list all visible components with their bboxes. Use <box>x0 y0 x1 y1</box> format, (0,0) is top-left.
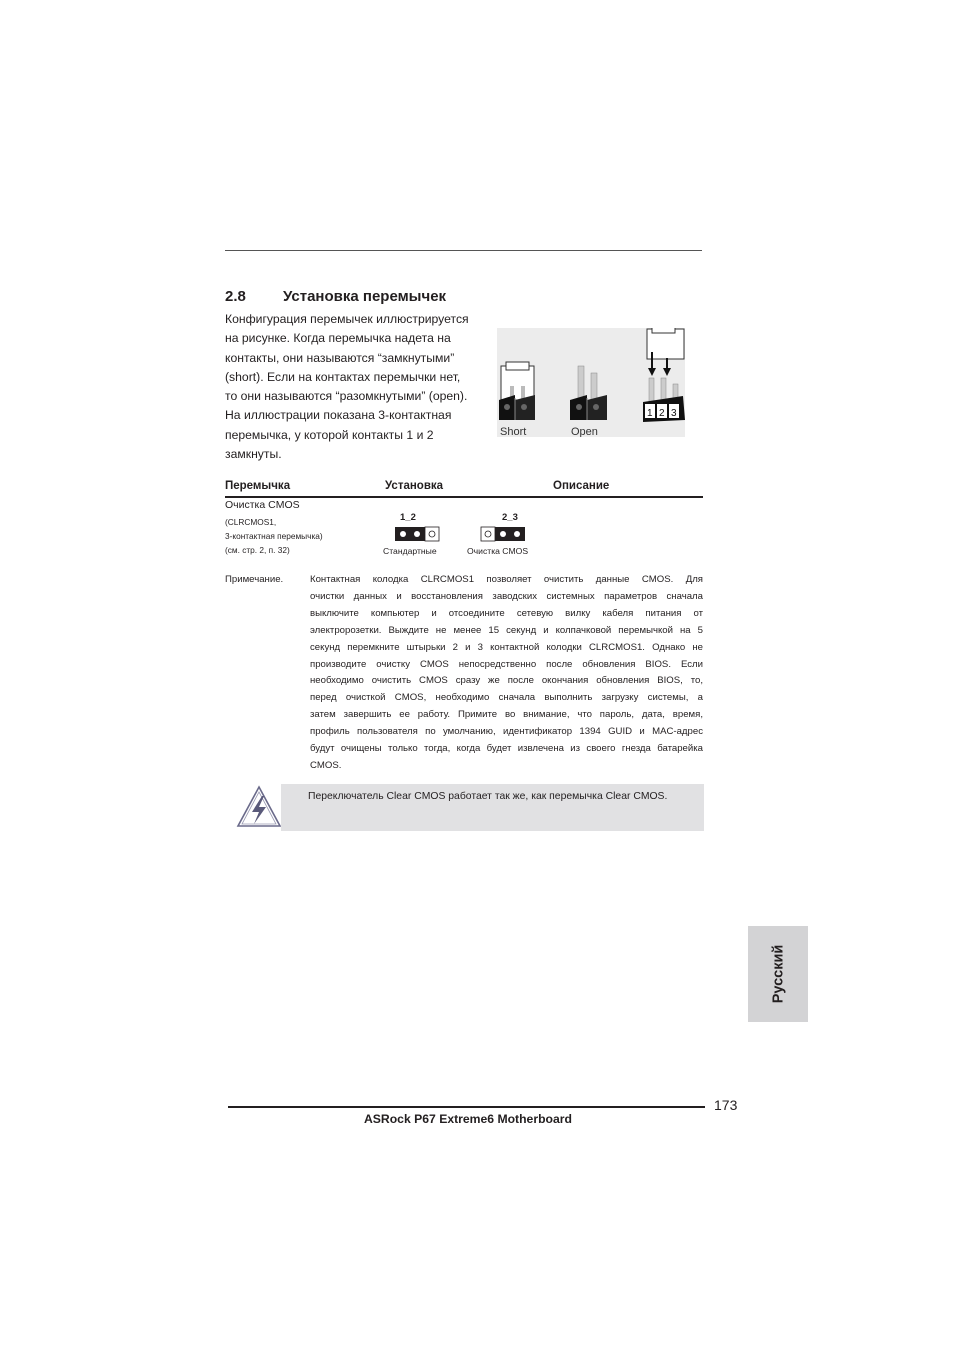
footer-product: ASRock P67 Extreme6 Motherboard <box>364 1112 572 1126</box>
intro-line: На иллюстрации показана 3-контактная <box>225 408 452 423</box>
intro-line: контакты, они называются “замкнутыми” <box>225 350 455 365</box>
jumper-pins-2-3-icon <box>480 526 526 542</box>
intro-line: замкнуты. <box>225 447 282 462</box>
setting-2-3-caption: Очистка CMOS <box>467 546 529 556</box>
note-line: секунд перемкните штырьки 2 и 3 контактной колодки CLRCMOS1. Однако не <box>310 641 703 653</box>
page-number: 173 <box>714 1097 738 1113</box>
note-line: производите очистку CMOS непосредственно после обновления BIOS. Если <box>310 658 703 670</box>
table-header-jumper: Перемычка <box>225 480 291 492</box>
intro-line: Конфигурация перемычек иллюстрируется <box>225 312 469 326</box>
jumper-detail: (CLRCMOS1, <box>225 517 277 527</box>
jumper-name: Очистка CMOS <box>225 499 300 511</box>
jumper-illustration-svg <box>497 328 685 437</box>
footer-rule <box>228 1106 705 1108</box>
open-label: Open <box>571 426 598 437</box>
short-label: Short <box>500 426 527 437</box>
note-line: затем завершить ее работу. Примите во внимание, что пароль, дата, время, <box>310 709 703 721</box>
jumper-detail: (см. стр. 2, п. 32) <box>225 545 290 555</box>
intro-line: (short). Если на контактах перемычки нет, <box>225 369 461 384</box>
short-jumper-icon <box>499 362 535 420</box>
intro-line: то они называются “разомкнутыми” (open). <box>225 389 468 404</box>
setting-1-2-caption: Стандартные <box>383 546 437 556</box>
table-header-rule <box>225 496 703 498</box>
setting-2-3-label: 2_3 <box>502 512 518 523</box>
section-title: Установка перемычек <box>283 288 447 305</box>
warning-lightning-icon <box>236 784 282 830</box>
table-header-description: Описание <box>553 480 610 492</box>
header-rule <box>225 250 702 251</box>
note-line: очистки данных и восстановления заводских системных параметров сначала <box>310 590 703 602</box>
note-line: Контактная колодка CLRCMOS1 позволяет очистить данные CMOS. Для <box>310 574 703 585</box>
jumper-pins-1-2-icon <box>394 526 440 542</box>
callout-text: Переключатель Clear CMOS работает так же, как перемычка Clear CMOS. <box>308 791 668 802</box>
note-line: профиль пользователя по умолчанию, идентификатор 1394 GUID и MAC-адрес <box>310 726 703 738</box>
intro-paragraph <box>225 310 490 464</box>
note-line: перед очисткой CMOS, необходимо сначала выполнить загрузку системы, а <box>310 692 703 704</box>
note-line: CMOS. <box>310 759 342 771</box>
setting-1-2-label: 1_2 <box>400 512 416 523</box>
intro-line: на рисунке. Когда перемычка надета на <box>225 331 451 346</box>
pin-number-2: 2 <box>659 408 665 419</box>
language-side-tab-label-wrap <box>748 926 808 1022</box>
section-number: 2.8 <box>225 288 246 305</box>
language-side-tab-label: Русский <box>770 944 786 1004</box>
note-body <box>310 572 703 775</box>
note-label: Примечание. <box>225 574 284 585</box>
intro-line: перемычка, у которой контакты 1 и 2 <box>225 427 434 442</box>
note-line: электророзетки. Выждите не менее 15 секунд и колпачковой перемычкой на 5 <box>310 624 703 636</box>
jumper-illustration <box>497 328 685 437</box>
pin-number-1: 1 <box>647 408 653 419</box>
jumper-detail: 3-контактная перемычка) <box>225 531 323 541</box>
note-line: выключите компьютер и отсоедините сетевую вилку кабеля питания от <box>310 607 703 619</box>
pin-number-3: 3 <box>671 408 677 419</box>
open-jumper-icon <box>570 366 607 420</box>
note-line: необходимо очистить CMOS сразу же после окончания обновления BIOS, то, <box>310 675 703 687</box>
table-header-setting: Установка <box>385 480 444 492</box>
note-line: будут очищены только тогда, когда будет извлечена из своего гнезда батарейка <box>310 743 703 755</box>
